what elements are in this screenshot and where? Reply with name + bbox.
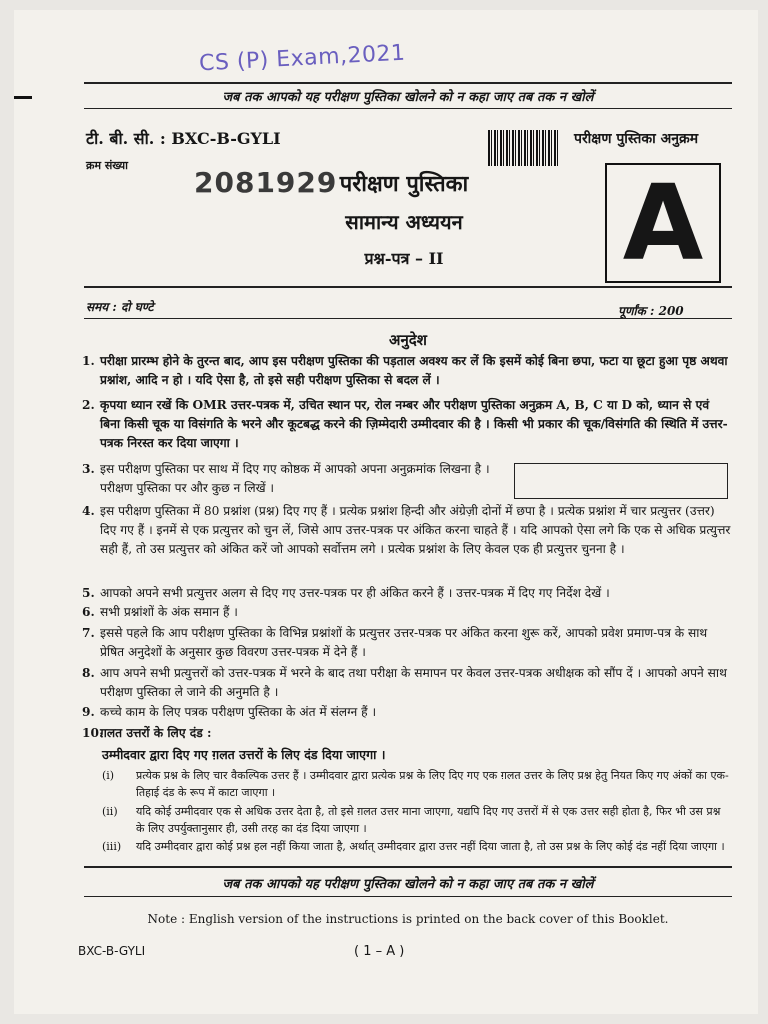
top-banner-rule xyxy=(84,108,732,109)
bottom-rule xyxy=(84,866,732,868)
bottom-banner: जब तक आपको यह परीक्षण पुस्तिका खोलने को न कहा जाए तब तक न खोलें xyxy=(222,877,594,892)
series-letter: A xyxy=(622,162,704,284)
booklet-page: CS (P) Exam,2021 जब तक आपको यह परीक्षण पुस्तिका खोलने को न कहा जाए तब तक न खोलें टी. बी. सी. : BXC-B-GYLI परीक्षण पुस्तिका अनुक्रम क्रम संख्या 2081929 परीक्षण पुस्तिका सामान्य अध्ययन प्रश्न-पत्र – II A समय : दो घण्टे पूर्णांक : 200 अनुदेश 1. परीक्षा प्रारम्भ होने के तुरन्त बाद, आप इस परीक्षण पुस्तिका की पड़ताल अवश्य कर लें कि इसमें कोई बिना छपा, फटा या छूटा हुआ पृष्ठ अथवा प्रश्नांश, आदि न हो । यदि ऐसा है, तो इसे सही परीक्षण पुस्तिका से बदल लें । 2. कृपया ध्यान रखें कि OMR उत्तर-पत्रक में, उचित स्थान पर, रोल नम्बर और परीक्षण पुस्तिका अनुक्रम A, B, C या D को, ध्यान से एवं बिना किसी चूक या विसंगति के भरने और कूटबद्ध करने की ज़िम्मेदारी उम्मीदवार की है । किसी भी प्रकार की चूक/विसंगति की स्थिति में उत्तर-पत्रक निरस्त कर दिया जाएगा । 3. इस परीक्षण पुस्तिका पर साथ में दिए गए कोष्ठक में आपको अपना अनुक्रमांक लिखना है । परीक्षण पुस्तिका पर और कुछ न लिखें । 4. इस परीक्षण पुस्तिका में 80 प्रश्नांश (प्रश्न) दिए गए हैं । प्रत्येक प्रश्नांश हिन्दी और अंग्रेज़ी दोनों में छपा है । प्रत्येक प्रश्नांश में चार प्रत्युत्तर (उत्तर) दिए गए हैं । इनमें से एक प्रत्युत्तर को चुन लें, जिसे आप उत्तर-पत्रक पर अंकित करना चाहते हैं । यदि आपको ऐसा लगे कि एक से अधिक प्रत्युत्तर सही हैं, तो उस प्रत्युत्तर को अंकित करें जो आपको सर्वोत्तम लगे । प्रत्येक प्रश्नांश के लिए केवल एक ही प्रत्युत्तर चुनना है । 5. आपको अपने सभी प्रत्युत्तर अलग से दिए गए उत्तर-पत्रक पर ही अंकित करने हैं । उत्तर-पत्रक में दिए गए निर्देश देखें । 6. सभी प्रश्नांशों के अंक समान हैं । 7. इससे पहले कि आप परीक्षण पुस्तिका के विभिन्न प्रश्नांशों के प्रत्युत्तर उत्तर-पत्रक पर अंकित करना शुरू करें, आपको प्रवेश प्रमाण-पत्र के साथ प्रेषित अनुदेशों के अनुसार कुछ विवरण उत्तर-पत्रक में देने हैं । 8. आप अपने सभी प्रत्युत्तरों को उत्तर-पत्रक में भरने के बाद तथा परीक्षा के समापन पर केवल उत्तर-पत्रक अधीक्षक को सौंप दें । आपको अपने साथ परीक्षण पुस्तिका ले जाने की अनुमति है । 9. कच्चे काम के लिए पत्रक परीक्षण पुस्तिका के अंत में संलग्न हैं । 10. ग़लत उत्तरों के लिए दंड : उम्मीदवार द्वारा दिए गए ग़लत उत्तरों के लिए दंड दिया जाएगा । (i) प्रत्येक प्रश्न के लिए चार वैकल्पिक उत्तर हैं । उम्मीदवार द्वारा प्रत्येक प्रश्न के लिए दिए गए एक ग़लत उत्तर के लिए प्रश्न हेतु नियत किए गए अंकों का एक-तिहाई दंड के रूप में काटा जाएगा । (ii) यदि कोई उम्मीदवार एक से अधिक उत्तर देता है, तो इसे ग़लत उत्तर माना जाएगा, यद्यपि दिए गए उत्तरों में से एक उत्तर सही होता है, फिर भी उस प्रश्न के लिए उपर्युक्तानुसार ही, उसी तरह का दंड दिया जाएगा । (iii) यदि उम्मीदवार द्वारा कोई प्रश्न हल नहीं किया जाता है, अर्थात् उम्मीदवार द्वारा उत्तर नहीं दिया जाता है, तो उस प्रश्न के लिए कोई दंड नहीं दिया जाएगा । जब तक आपको यह परीक्षण पुस्तिका खोलने को न कहा जाए तब तक न खोलें Note : English version of the instructions is printed on the back cover of this Booklet. BXC-B-GYLI ( 1 – A ) xyxy=(14,10,758,1014)
barcode xyxy=(488,130,560,166)
tbc-code: टी. बी. सी. : BXC-B-GYLI xyxy=(86,129,281,148)
bottom-banner-rule xyxy=(84,896,732,897)
header-rule xyxy=(84,286,732,288)
booklet-title: परीक्षण पुस्तिका xyxy=(339,171,469,197)
time-allowed: समय : दो घण्टे xyxy=(86,300,154,314)
footer-code: BXC-B-GYLI xyxy=(78,944,146,958)
max-marks: पूर्णांक : 200 xyxy=(618,304,684,318)
paper-title: प्रश्न-पत्र – II xyxy=(364,249,444,268)
series-letter-box xyxy=(605,163,721,283)
serial-number: 2081929 xyxy=(194,166,338,199)
top-rule xyxy=(84,82,732,84)
top-banner: जब तक आपको यह परीक्षण पुस्तिका खोलने को न कहा जाए तब तक न खोलें xyxy=(222,90,594,105)
serial-label: क्रम संख्या xyxy=(86,159,128,172)
booklet-series-label: परीक्षण पुस्तिका अनुक्रम xyxy=(574,131,699,147)
english-note: Note : English version of the instructions is printed on the back cover of this Booklet. xyxy=(147,912,669,926)
instructions-top-rule xyxy=(84,318,732,319)
roll-number-box xyxy=(514,463,728,499)
handwritten-exam-note: CS (P) Exam,2021 xyxy=(198,40,407,77)
instructions-heading: अनुदेश xyxy=(389,331,427,349)
title-block xyxy=(314,168,494,269)
penalty-heading: उम्मीदवार द्वारा दिए गए ग़लत उत्तरों के लिए दंड दिया जाएगा । xyxy=(102,747,386,762)
edge-mark xyxy=(14,96,32,99)
page-number: ( 1 – A ) xyxy=(354,944,405,959)
subject-title: सामान्य अध्ययन xyxy=(345,210,463,234)
